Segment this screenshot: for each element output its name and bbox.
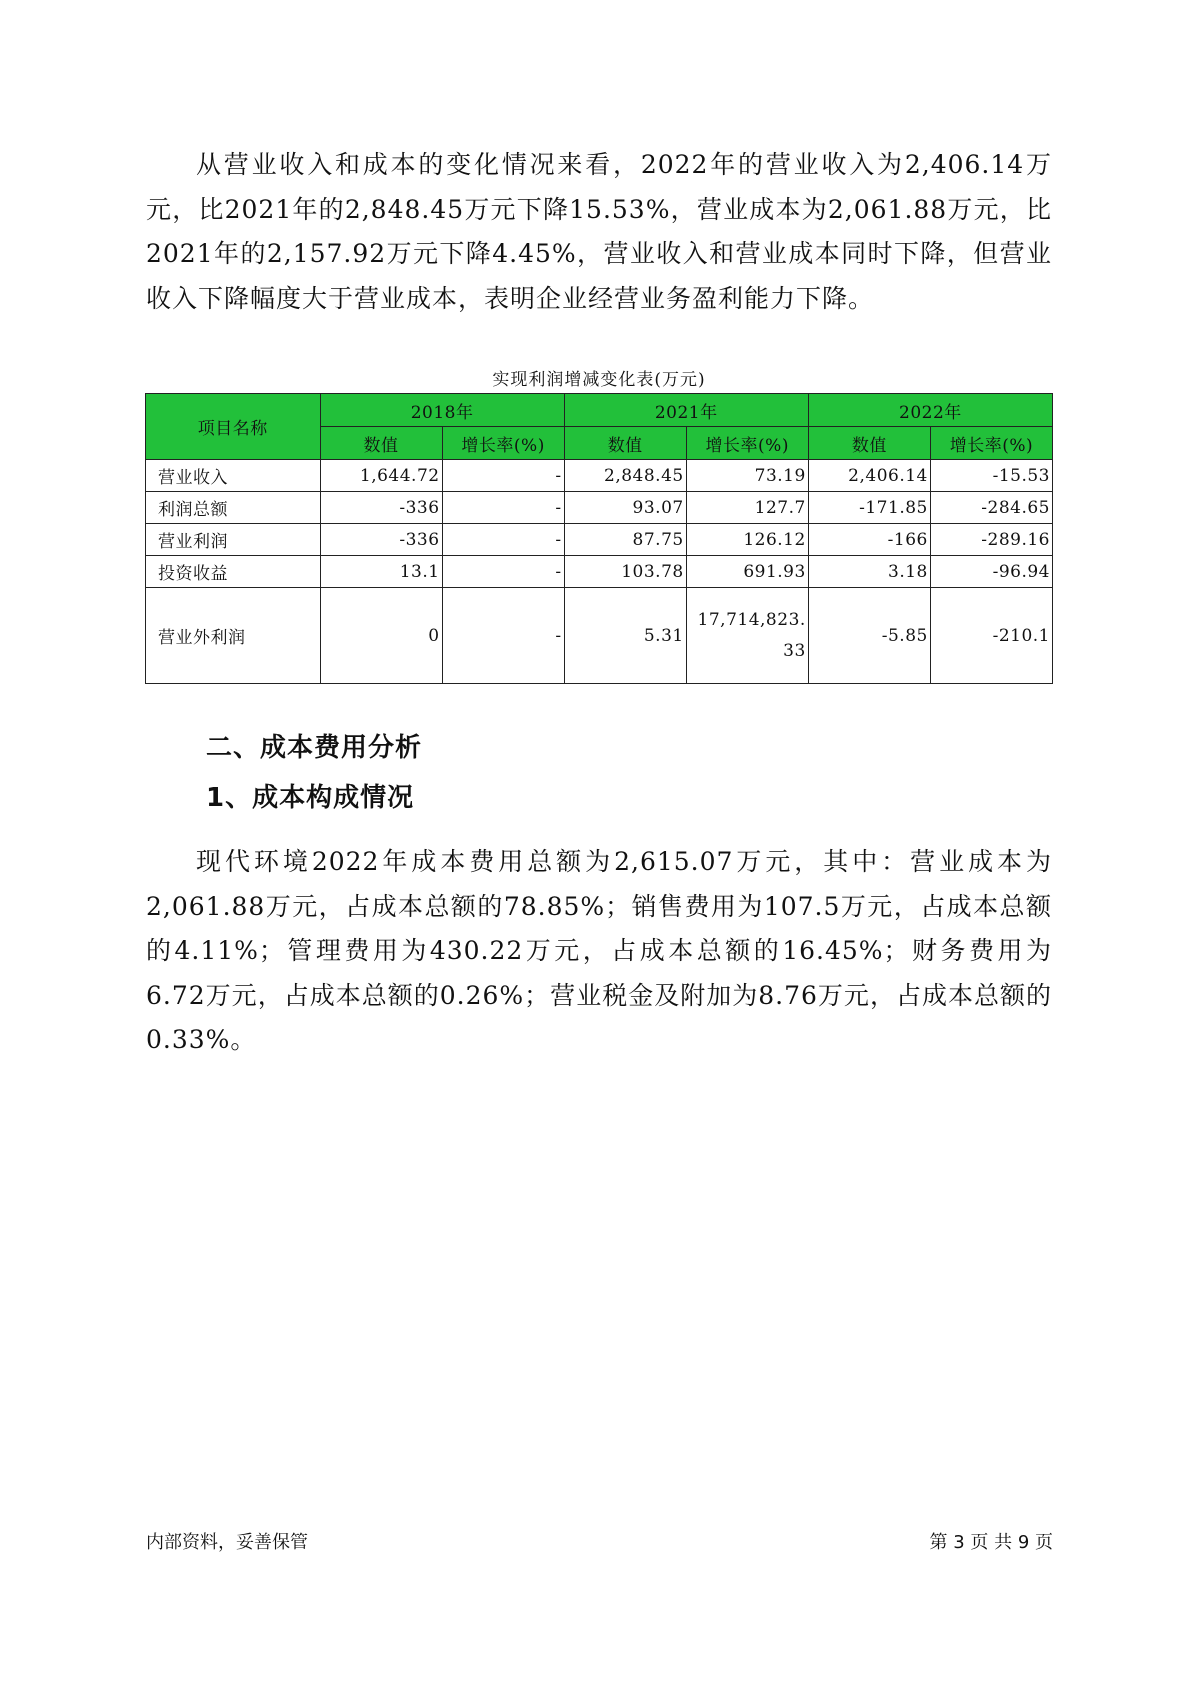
cell-value: -166: [808, 524, 930, 556]
cell-value: -5.85: [808, 588, 930, 684]
cell-growth: 73.19: [686, 460, 808, 492]
header-year-2021: 2021年: [564, 394, 808, 427]
cell-value: 1,644.72: [320, 460, 442, 492]
row-name: 利润总额: [146, 492, 321, 524]
cell-growth: 126.12: [686, 524, 808, 556]
cell-value: 13.1: [320, 556, 442, 588]
header-year-2022: 2022年: [808, 394, 1052, 427]
cell-growth: -: [442, 556, 564, 588]
table-caption: 实现利润增减变化表(万元): [492, 370, 706, 390]
header-growth: 增长率(%): [930, 427, 1052, 460]
cell-value: 93.07: [564, 492, 686, 524]
table-row: [146, 460, 1053, 492]
cell-growth: -: [442, 588, 564, 684]
cell-value: 2,848.45: [564, 460, 686, 492]
row-name: 营业利润: [146, 524, 321, 556]
cell-value: -171.85: [808, 492, 930, 524]
row-name: 营业外利润: [146, 588, 321, 684]
profit-change-table: [145, 393, 1053, 684]
cell-growth: -210.1: [930, 588, 1052, 684]
cell-value: 3.18: [808, 556, 930, 588]
header-item-name: 项目名称: [146, 394, 321, 460]
cell-growth: 17,714,823.33: [686, 588, 808, 684]
cell-growth: -289.16: [930, 524, 1052, 556]
cell-value: -336: [320, 492, 442, 524]
cell-growth: 691.93: [686, 556, 808, 588]
row-name: 营业收入: [146, 460, 321, 492]
footer-confidential: 内部资料，妥善保管: [146, 1532, 308, 1553]
cell-growth: -: [442, 524, 564, 556]
table-row: [146, 524, 1053, 556]
cell-growth: -96.94: [930, 556, 1052, 588]
table-row: [146, 556, 1053, 588]
subsection-heading: 1、成本构成情况: [206, 783, 415, 813]
cell-value: 2,406.14: [808, 460, 930, 492]
header-year-2018: 2018年: [320, 394, 564, 427]
table-row: [146, 492, 1053, 524]
header-growth: 增长率(%): [686, 427, 808, 460]
table-row: [146, 588, 1053, 684]
header-growth: 增长率(%): [442, 427, 564, 460]
footer-page-number: 第 3 页 共 9 页: [929, 1532, 1053, 1553]
cell-growth: -: [442, 460, 564, 492]
analysis-paragraph-cost: 现代环境2022年成本费用总额为2,615.07万元，其中：营业成本为2,061.88万元，占成本总额的78.85%；销售费用为107.5万元，占成本总额的4.11%；管理费用为430.22万元，占成本总额的16.45%；财务费用为6.72万元，占成本总额的0.26%；营业税金及附加为8.76万元，占成本总额的0.33%。: [146, 847, 1052, 1054]
header-value: 数值: [808, 427, 930, 460]
header-value: 数值: [564, 427, 686, 460]
header-value: 数值: [320, 427, 442, 460]
cell-growth: 127.7: [686, 492, 808, 524]
cell-value: 103.78: [564, 556, 686, 588]
row-name: 投资收益: [146, 556, 321, 588]
cell-value: 5.31: [564, 588, 686, 684]
cell-growth: -15.53: [930, 460, 1052, 492]
analysis-paragraph-revenue: 从营业收入和成本的变化情况来看，2022年的营业收入为2,406.14万元，比2021年的2,848.45万元下降15.53%，营业成本为2,061.88万元，比2021年的2,157.92万元下降4.45%，营业收入和营业成本同时下降，但营业收入下降幅度大于营业成本，表明企业经营业务盈利能力下降。: [146, 150, 1052, 313]
cell-value: 0: [320, 588, 442, 684]
cell-value: 87.75: [564, 524, 686, 556]
cell-value: -336: [320, 524, 442, 556]
section-heading: 二、成本费用分析: [206, 733, 423, 763]
cell-growth: -: [442, 492, 564, 524]
cell-growth: -284.65: [930, 492, 1052, 524]
